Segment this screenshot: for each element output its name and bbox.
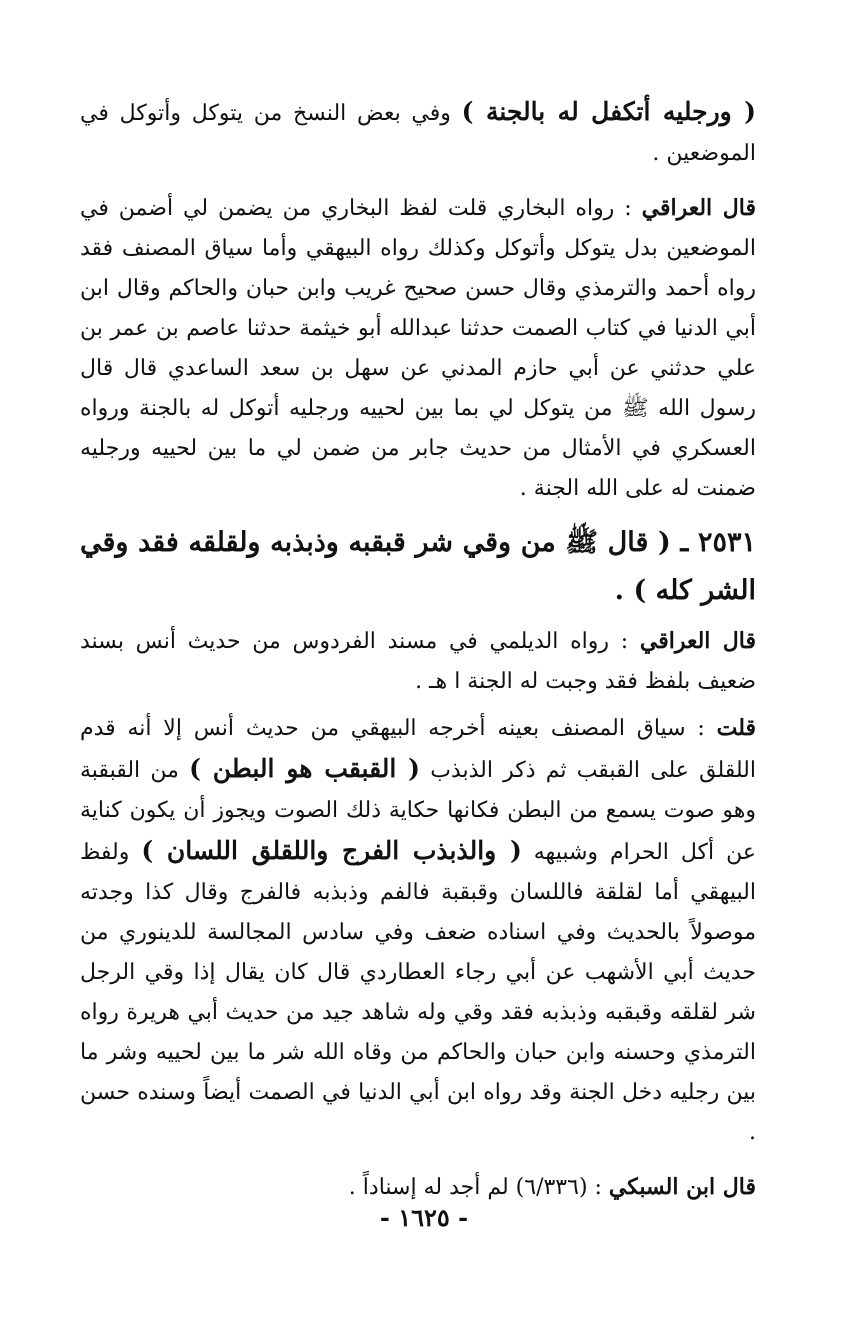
hadith-heading-text: ٢٥٣١ ـ ( قال ﷺ من وقي شر قبقبه وذبذبه ولقلقه فقد وقي الشر كله ) . xyxy=(80,527,756,606)
matn-quote: ( والذبذب الفرج واللقلق اللسان ) xyxy=(141,836,522,865)
paragraph-1 xyxy=(80,92,756,174)
page-number: - ١٦٢٥ - xyxy=(379,1203,469,1232)
speaker-label: قلت xyxy=(716,715,756,741)
paragraph-5-text-c: ولفظ البيهقي أما لقلقة فاللسان وقبقبة فالفم وذبذبه فالفرج وقال كذا وجدته موصولاً بالحديث وفي اسناده ضعف وفي سادس المجالسة للدينوري من حديث أبي الأشهب عن أبي رجاء العطاردي قال كان يقال إذا وقي الرجل شر لقلقه وقبقبه وذبذبه فقد وقي وله شاهد جيد من حديث أبي هريرة رواه الترمذي وحسنه وابن حبان والحاكم من وقاه الله شر ما بين لحييه وشر ما بين رجليه دخل الجنة وقد رواه ابن أبي الدنيا في الصمت أيضاً وسنده حسن . xyxy=(80,840,756,1145)
paragraph-6-text: : (٦/٣٣٦) لم أجد له إسناداً . xyxy=(348,1175,609,1200)
paragraph-4-text: : رواه الديلمي في مسند الفردوس من حديث أنس بسند ضعيف بلفظ فقد وجبت له الجنة ا هـ . xyxy=(80,629,756,694)
paragraph-6 xyxy=(80,1167,756,1208)
matn-quote: ( ورجليه أتكفل له بالجنة ) xyxy=(461,97,756,126)
paragraph-5-text-b: من القبقبة وهو صوت يسمع من البطن فكانها حكاية ذلك الصوت ويجوز أن يكون كناية عن أكل الحرام وشبيهه xyxy=(80,758,756,865)
paragraph-5-text-a: : سياق المصنف بعينه أخرجه البيهقي من حديث أنس إلا أنه قدم اللقلق على القبقب ثم ذكر الذبذب xyxy=(80,716,756,783)
matn-quote: ( القبقب هو البطن ) xyxy=(189,754,421,783)
paragraph-4 xyxy=(80,621,756,702)
speaker-label: قال ابن السبكي xyxy=(608,1174,756,1200)
paragraph-1-text: وفي بعض النسخ من يتوكل وأتوكل في الموضعين . xyxy=(80,101,756,166)
text-column xyxy=(80,92,756,1208)
speaker-label: قال العراقي xyxy=(641,195,756,221)
hadith-heading xyxy=(80,519,756,615)
speaker-label: قال العراقي xyxy=(639,628,756,654)
paragraph-2 xyxy=(80,188,756,509)
paragraph-2-text: : رواه البخاري قلت لفظ البخاري من يضمن لي أضمن في الموضعين بدل يتوكل وأتوكل وكذلك رواه البيهقي وأما سياق المصنف فقد رواه أحمد والترمذي وقال حسن صحيح غريب وابن حبان والحاكم وقال ابن أبي الدنيا في كتاب الصمت حدثنا عبدالله أبو خيثمة حدثنا عاصم بن عمر بن علي حدثني عن أبي حازم المدني عن سهل بن سعد الساعدي قال قال رسول الله ﷺ من يتوكل لي بما بين لحييه ورجليه أتوكل له بالجنة ورواه العسكري في الأمثال من حديث جابر من ضمن لي ما بين لحييه ورجليه ضمنت له على الله الجنة . xyxy=(80,196,756,501)
paragraph-5 xyxy=(80,708,756,1153)
